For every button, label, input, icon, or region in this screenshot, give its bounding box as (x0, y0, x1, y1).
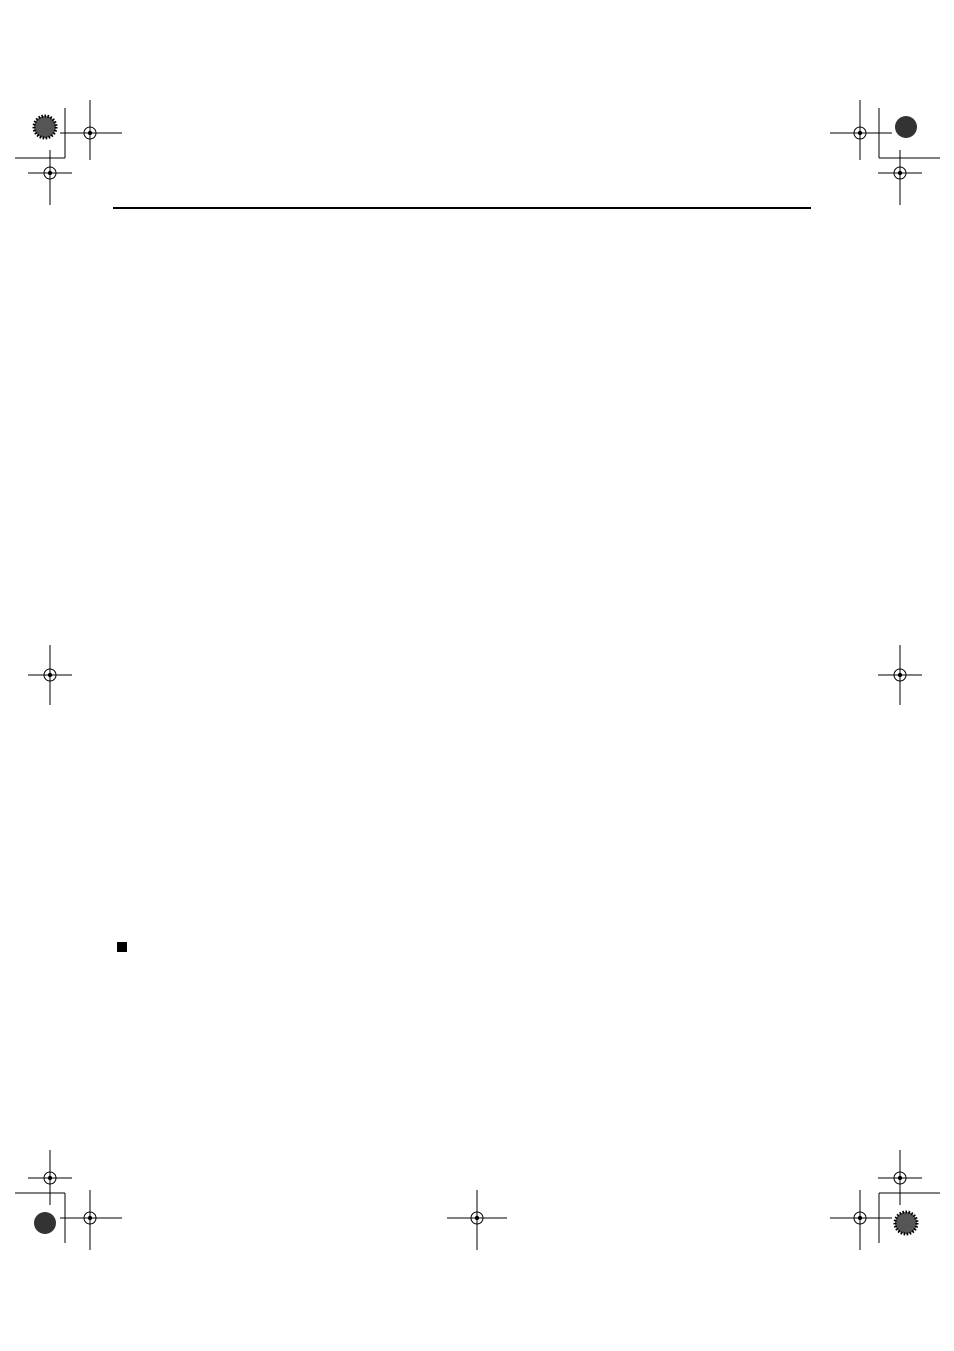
section-rule (113, 207, 811, 209)
bullet-square-icon (117, 942, 127, 952)
response-heading (117, 940, 135, 956)
